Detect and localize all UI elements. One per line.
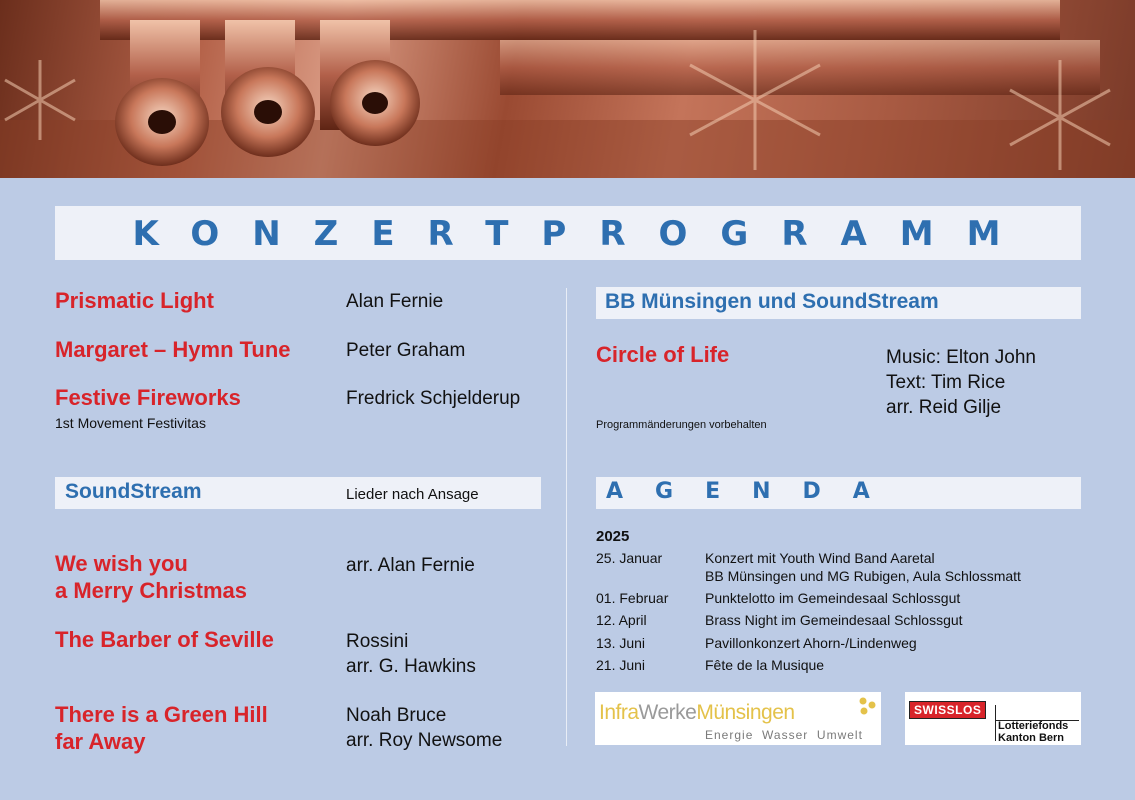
disclaimer: Programmänderungen vorbehalten bbox=[596, 419, 767, 431]
piece-title-line2: far Away bbox=[55, 729, 146, 754]
agenda-date: 12. April bbox=[596, 612, 647, 628]
trumpet-banner-image bbox=[0, 0, 1135, 178]
agenda-date: 21. Juni bbox=[596, 657, 646, 673]
piece-title-line2: a Merry Christmas bbox=[55, 578, 247, 603]
lotteriefonds-line2: Kanton Bern bbox=[998, 732, 1064, 744]
credit-text: Text: Tim Rice bbox=[886, 372, 1006, 393]
composer-line2: arr. G. Hawkins bbox=[346, 656, 476, 677]
agenda-text: Punktelotto im Gemeindesaal Schlossgut bbox=[705, 590, 961, 606]
lotteriefonds-line1: Lotteriefonds bbox=[998, 720, 1069, 732]
agenda-date: 01. Februar bbox=[596, 590, 669, 606]
composer-name: arr. Alan Fernie bbox=[346, 555, 475, 576]
logo-rule bbox=[995, 705, 996, 741]
page-title: KONZERTPROGRAMM bbox=[132, 214, 1034, 254]
composer-line2: arr. Roy Newsome bbox=[346, 730, 503, 751]
composer-line1: Noah Bruce bbox=[346, 705, 447, 726]
trumpet-illustration bbox=[0, 0, 1135, 178]
composer-line1: Rossini bbox=[346, 631, 409, 652]
piece-note: 1st Movement Festivitas bbox=[55, 415, 206, 431]
credit-arranger: arr. Reid Gilje bbox=[886, 397, 1002, 418]
piece-title: Margaret – Hymn Tune bbox=[55, 337, 291, 362]
agenda-text: Brass Night im Gemeindesaal Schlossgut bbox=[705, 612, 963, 628]
logo-text-part1: Infra bbox=[599, 701, 639, 724]
logo-tagline: Energie Wasser Umwelt bbox=[705, 728, 863, 742]
dots-icon bbox=[857, 696, 879, 718]
agenda-date: 25. Januar bbox=[596, 550, 663, 566]
logo-text-part2: Werke bbox=[638, 701, 697, 724]
agenda-year: 2025 bbox=[596, 528, 630, 545]
infrawerke-logo bbox=[595, 692, 881, 745]
piece-title: The Barber of Seville bbox=[55, 627, 274, 652]
agenda-title: AGENDA bbox=[606, 479, 902, 504]
soundstream-note: Lieder nach Ansage bbox=[346, 486, 479, 503]
soundstream-title: SoundStream bbox=[65, 480, 202, 503]
composer-name: Fredrick Schjelderup bbox=[346, 388, 521, 409]
credit-music: Music: Elton John bbox=[886, 347, 1036, 368]
swisslos-logo bbox=[905, 692, 1081, 745]
title-bar bbox=[55, 206, 1081, 260]
column-divider bbox=[566, 288, 567, 746]
logo-text-part3: Münsingen bbox=[696, 701, 795, 724]
agenda-text: Konzert mit Youth Wind Band Aaretal bbox=[705, 550, 935, 566]
piece-title-line1: We wish you bbox=[55, 551, 188, 576]
agenda-text: Fête de la Musique bbox=[705, 657, 825, 673]
agenda-date: 13. Juni bbox=[596, 635, 646, 651]
piece-title-line1: There is a Green Hill bbox=[55, 702, 268, 727]
piece-title: Festive Fireworks bbox=[55, 385, 241, 410]
swisslos-brand: SWISSLOS bbox=[909, 701, 986, 719]
right-section-title: BB Münsingen und SoundStream bbox=[605, 290, 939, 313]
agenda-text: Pavillonkonzert Ahorn-/Lindenweg bbox=[705, 635, 917, 651]
composer-name: Peter Graham bbox=[346, 340, 466, 361]
piece-title: Prismatic Light bbox=[55, 288, 214, 313]
piece-title: Circle of Life bbox=[596, 342, 730, 367]
composer-name: Alan Fernie bbox=[346, 291, 444, 312]
agenda-text: BB Münsingen und MG Rubigen, Aula Schlossmatt bbox=[705, 568, 1021, 584]
